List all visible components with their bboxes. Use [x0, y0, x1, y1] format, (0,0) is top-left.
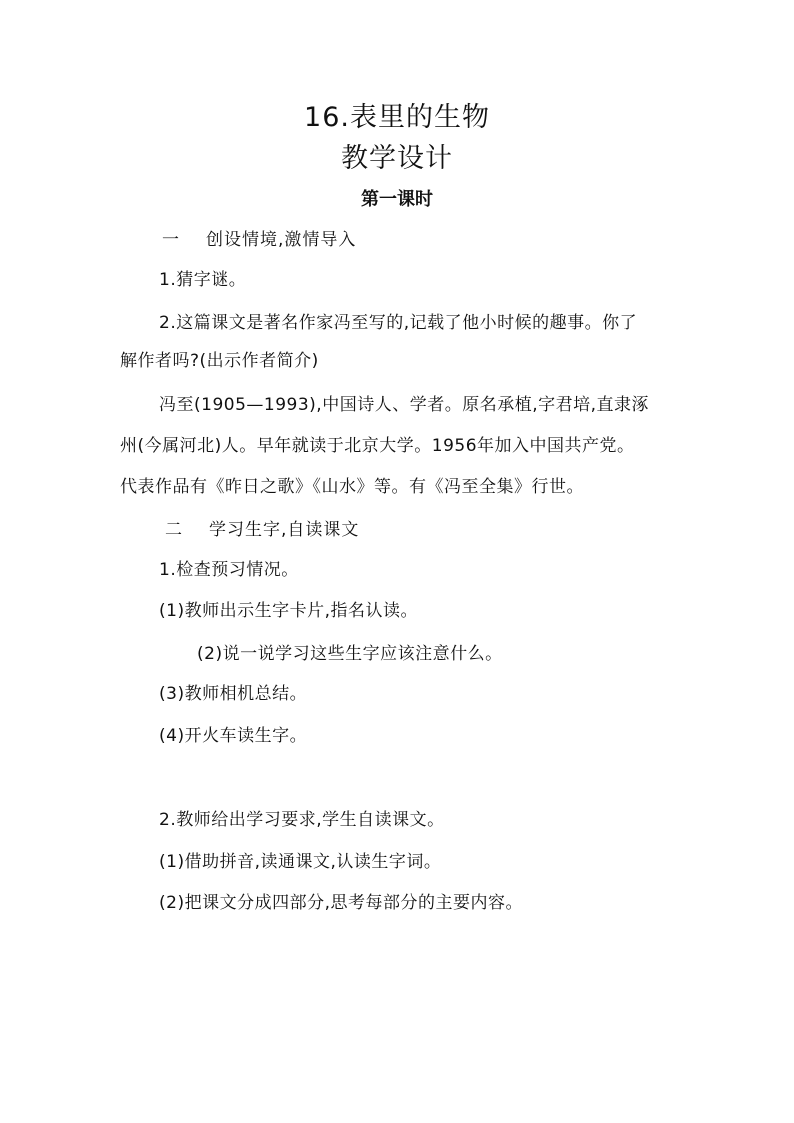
- section2-sub2: (2)说一说学习这些生字应该注意什么。: [197, 644, 503, 664]
- section2-sub4: (4)开火车读生字。: [159, 726, 308, 746]
- section2-sub3: (3)教师相机总结。: [159, 684, 308, 704]
- author-bio-line2: 州(今属河北)人。早年就读于北京大学。1956年加入中国共产党。: [120, 436, 635, 456]
- section2-number: 二: [165, 520, 183, 540]
- section1-heading: [162, 228, 356, 252]
- author-bio-line3: 代表作品有《昨日之歌》《山水》等。有《冯至全集》行世。: [120, 477, 584, 497]
- section2-heading-text: 学习生字,自读课文: [209, 520, 360, 540]
- section2-sub1: (1)教师出示生字卡片,指名认读。: [159, 601, 418, 621]
- section1-item1: 1.猜字谜。: [159, 270, 247, 290]
- section2-item2: 2.教师给出学习要求,学生自读课文。: [159, 810, 445, 830]
- section1-item2-line2: 解作者吗?(出示作者简介): [120, 351, 319, 371]
- section2-item1: 1.检查预习情况。: [159, 560, 299, 580]
- section2-item2-sub2: (2)把课文分成四部分,思考每部分的主要内容。: [159, 893, 523, 913]
- section2-item2-sub1: (1)借助拼音,读通课文,认读生字词。: [159, 852, 442, 872]
- section1-item2-line1: 2.这篇课文是著名作家冯至写的,记载了他小时候的趣事。你了: [159, 313, 638, 333]
- author-bio-line1: 冯至(1905—1993),中国诗人、学者。原名承植,字君培,直隶涿: [159, 395, 650, 415]
- section1-heading-text: 创设情境,激情导入: [206, 230, 357, 250]
- section1-number: 一: [162, 230, 180, 250]
- lesson-period: 第一课时: [361, 189, 433, 210]
- lesson-title: 16.表里的生物: [304, 102, 490, 133]
- document-title: 教学设计: [341, 143, 453, 174]
- section2-heading: [165, 518, 359, 542]
